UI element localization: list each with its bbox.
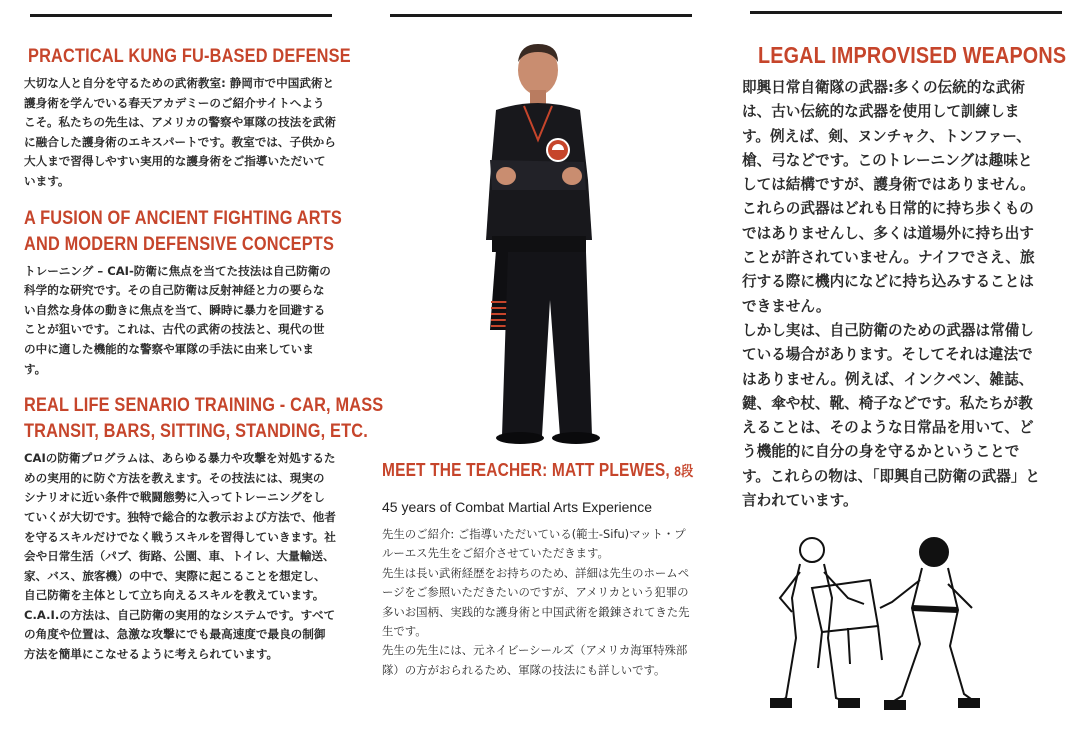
scenario-paragraph: CAIの防衛プログラムは、あらゆる暴力や攻撃を対処するための実用的に防ぐ方法を教えます。その技法には、現実のシナリオに近い条件で戦闘態勢に入ってトレーニングをしていくが大切です。独特で総合的な教示および方法で、他者を守るスキルだけでなく戦うスキルを習得していきます。社会や日常生活（パブ、街路、公園、車、トイレ、大量輸送、家、バス、旅客機）の中で、実際に起こることを想定し、自己防衛を主体として立ち向えるスキルを教えています。C.A.I.の方法は、自己防衛の実用的なシステムです。すべての角度や位置は、急激な攻撃にでも最高速度で最良の制御方法を簡単にこなせるように考えられています。: [24, 451, 336, 662]
practical-defense-heading: PRACTICAL KUNG FU-BASED DEFENSE: [28, 46, 351, 67]
scenario-heading-line2: TRANSIT, BARS, SITTING, STANDING, ETC.: [24, 421, 368, 443]
left-top-rule: [30, 14, 332, 17]
improvised-weapons-heading: LEGAL IMPROVISED WEAPONS: [758, 42, 1067, 68]
experience-subtitle: 45 years of Combat Martial Arts Experience: [382, 499, 653, 515]
meet-teacher-heading-text: MEET THE TEACHER: MATT PLEWES,: [382, 460, 675, 480]
meet-teacher-heading: [382, 458, 694, 483]
right-column: [742, 40, 1067, 513]
middle-column: [382, 458, 692, 680]
teacher-intro-paragraph: 先生のご紹介: ご指導いただいている(範士-Sifu)マット・プルーエス先生をご紹介させていただきます。: [382, 527, 686, 561]
fusion-heading-line1: A FUSION OF ANCIENT FIGHTING ARTS: [24, 207, 342, 229]
right-top-rule: [750, 11, 1062, 14]
chair-defense-illustration: [752, 528, 988, 716]
teacher-rank: 8段: [674, 463, 694, 479]
teacher-photo: [462, 40, 612, 446]
scenario-heading-line1: REAL LIFE SENARIO TRAINING - CAR, MASS: [24, 395, 384, 417]
teacher-background-paragraph: 先生は長い武術経歴をお持ちのため、詳細は先生のホームページをご参照いただきたいのですが、アメリカという犯罪の多いお国柄、実践的な護身術と中国武術を鍛錬されてきた先生です。: [382, 565, 690, 639]
traditional-weapons-paragraph: 即興日常自衛隊の武器:多くの伝統的な武術は、古い伝統的な武器を使用して訓練します。例えば、剣、ヌンチャク、トンファー、槍、弓などです。このトレーニングは趣味としては結構ですが、護身術ではありません。これらの武器はどれも日常的に持ち歩くものではありませんし、多くは道場外に持ち出すことが許されていません。ナイフでさえ、旅行する際に機内になどに持ち込みすることはできません。: [742, 79, 1035, 315]
teacher-mentor-paragraph: 先生の先生には、元ネイビーシールズ（アメリカ海軍特殊部隊）の方がおられるため、軍隊の技法にも詳しいです。: [382, 643, 688, 677]
fusion-heading-line2: AND MODERN DEFENSIVE CONCEPTS: [24, 233, 335, 255]
everyday-weapons-paragraph: しかし実は、自己防衛のための武器は常備している場合があります。そしてそれは違法ではありません。例えば、インクペン、雑誌、鍵、傘や杖、靴、椅子などです。私たちが教えることは、そのような日常品を用いて、どう機能的に自分の身を守るかということです。これらの物は、「即興自己防衛の武器」と言われています。: [742, 321, 1041, 510]
left-column: [24, 44, 384, 665]
middle-top-rule: [390, 14, 692, 17]
training-paragraph: トレーニング – CAI-防衛に焦点を当てた技法は自己防衛の科学的な研究です。その自己防衛は反射神経と力の要らない自然な身体の動きに焦点を当て、瞬時に暴力を回避することが狙いです。これは、古代の武術の技法と、現代の世の中に適した機能的な警察や軍隊の手法に由来しています。: [24, 263, 331, 376]
intro-paragraph: 大切な人と自分を守るための武術教室: 静岡市で中国武術と護身術を学んでいる春天アカデミーのご紹介サイトへようこそ。私たちの先生は、アメリカの警察や軍隊の技法を武術に融合した護身術のエキスパートです。教室では、子供から大人まで習得しやすい実用的な護身術をご指導いただいています。: [24, 76, 336, 188]
